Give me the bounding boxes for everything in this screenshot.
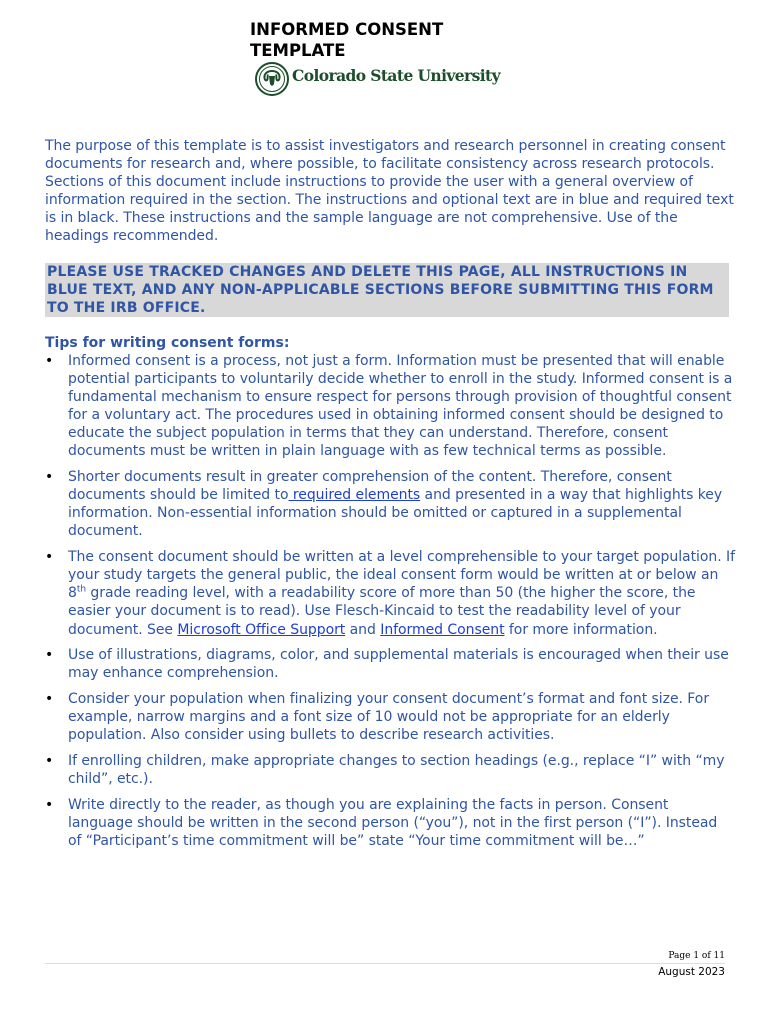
required-elements-link[interactable]: required elements [288,487,421,504]
tip-text: Shorter documents result in greater comprehension of the content. Therefore, consent documents should be limited to [68,469,672,504]
instruction-banner: PLEASE USE TRACKED CHANGES AND DELETE THIS PAGE, ALL INSTRUCTIONS IN BLUE TEXT, AND ANY NON-APPLICABLE SECTIONS BEFORE SUBMITTING THIS FORM TO THE IRB OFFICE. [45,263,729,317]
tip-text: Write directly to the reader, as though you are explaining the facts in person. Consent language should be written in the second person (“you”), not in the first person (“I”). Instead of “Participant’s time commitment will be” state “Your time commitment will be…” [68,796,718,849]
tip-text: Consider your population when finalizing your consent document’s format and font size. For example, narrow margins and a font size of 10 would not be appropriate for an elderly population. Also consider using bullets to describe research activities. [68,690,710,744]
list-item [45,352,735,461]
bullet-icon: • [45,752,54,769]
list-item [45,752,735,788]
bullet-icon: • [45,690,54,707]
tips-heading: Tips for writing consent forms: [45,335,290,351]
tip-text: Informed consent is a process, not just a form. Information must be presented that will enable potential participants to voluntarily decide whether to enroll in the study. Informed consent is a fundamental mechanism to ensure respect for persons through provision of thoughtful consent for a voluntary act. The procedures used in obtaining informed consent should be designed to educate the subject population in terms that they can understand. Therefore, consent documents must be written in plain language with as few technical terms as possible. [68,353,733,460]
ram-seal-icon [255,62,289,96]
page-number: Page 1 of 11 [668,951,725,961]
csu-logo [255,61,500,101]
list-item [45,646,735,682]
microsoft-office-support-link[interactable]: Microsoft Office Support [177,621,346,638]
tip-text: The consent document should be written at a level comprehensible to your target population. If your study targets the general public, the ideal consent form would be written at or below an 8 [68,549,735,602]
list-item [45,468,735,540]
title-line-2: TEMPLATE [250,41,346,60]
logo-wordmark: Colorado State University [292,66,500,85]
tip-text: for more information. [504,621,658,638]
footer-date: August 2023 [658,966,725,978]
list-item [45,548,735,638]
footer-divider [45,963,725,964]
tip-text: Use of illustrations, diagrams, color, and supplemental materials is encouraged when their use may enhance comprehension. [68,647,729,682]
tip-text: and [345,621,381,638]
bullet-icon: • [45,796,54,813]
title-line-1: INFORMED CONSENT [250,20,444,39]
intro-paragraph: The purpose of this template is to assist investigators and research personnel in creating consent documents for research and, where possible, to facilitate consistency across research protocols. Sections of this document include instructions to provide the user with a general overview of information required in the section. The instructions and optional text are in blue and required text is in black. These instructions and the sample language are not comprehensive. Use of the headings recommended. [45,138,734,245]
list-item [45,796,735,850]
bullet-icon: • [45,647,54,664]
tip-text: If enrolling children, make appropriate changes to section headings (e.g., replace “I” with “my child”, etc.). [68,752,725,787]
bullet-icon: • [45,549,54,566]
bullet-icon: • [45,469,54,486]
informed-consent-link[interactable]: Informed Consent [380,621,505,638]
tip-text: grade reading level, with a readability score of more than 50 (the higher the score, the easier your document is to read). Use Flesch-Kincaid to test the readability level of your document. See [68,585,696,638]
document-title [250,19,443,61]
bullet-icon: • [45,353,54,369]
tip-text: and presented in a way that highlights key information. Non-essential information should be omitted or captured in a supplemental document. [68,487,723,540]
list-item [45,690,735,744]
tips-list [45,352,735,858]
ordinal-suffix: th [76,584,86,595]
